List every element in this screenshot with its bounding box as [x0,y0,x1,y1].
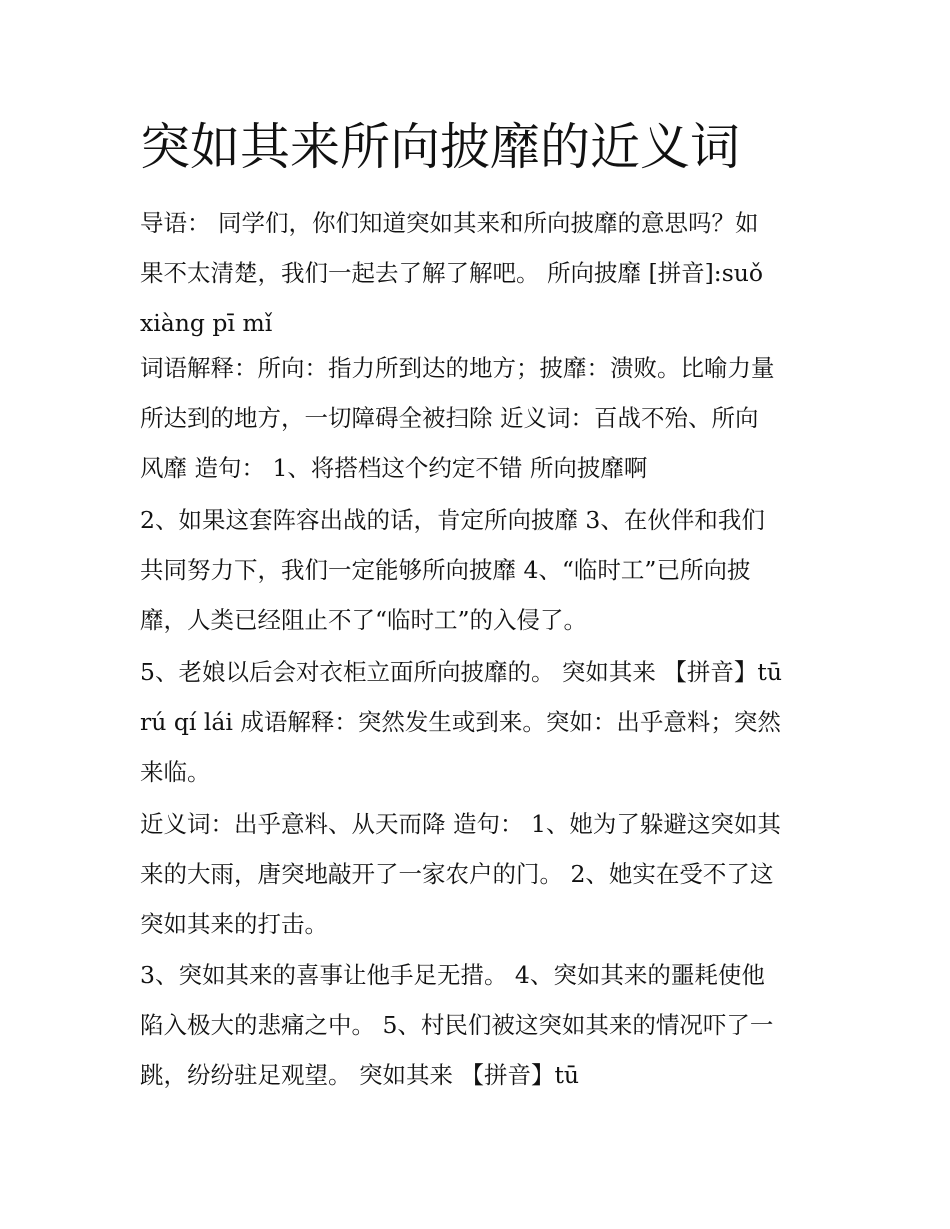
text-line: 3、突如其来的喜事让他手足无措。 4、突如其来的噩耗使他 [140,961,765,989]
paragraph-synonyms-turuqilai [140,799,781,949]
paragraph-examples-suoxiangpimi [140,495,765,645]
text-line: rú qí lái 成语解释：突然发生或到来。突如：出乎意料；突然 [140,708,781,736]
text-line: 5、老娘以后会对衣柜立面所向披靡的。 突如其来 【拼音】tū [140,658,782,686]
text-line: 突如其来的打击。 [140,910,328,938]
document-title: 突如其来所向披靡的近义词 [140,118,740,176]
text-line: 来临。 [140,758,211,786]
paragraph-turuqilai [140,647,782,797]
text-line: 来的大雨，唐突地敲开了一家农户的门。 2、她实在受不了这 [140,860,774,888]
text-line: 导语： 同学们，你们知道突如其来和所向披靡的意思吗？如 [140,209,759,237]
text-line: 跳，纷纷驻足观望。 突如其来 【拼音】tū [140,1061,580,1089]
text-line: 2、如果这套阵容出战的话，肯定所向披靡 3、在伙伴和我们 [140,506,765,534]
paragraph-definition-suoxiangpimi [140,343,775,493]
text-line: 陷入极大的悲痛之中。 5、村民们被这突如其来的情况吓了一 [140,1011,774,1039]
text-line: 所达到的地方，一切障碍全被扫除 近义词：百战不殆、所向 [140,404,759,432]
text-line: 靡，人类已经阻止不了“临时工”的入侵了。 [140,606,588,634]
text-line: 词语解释：所向：指力所到达的地方；披靡：溃败。比喻力量 [140,354,775,382]
paragraph-examples-turuqilai [140,950,773,1100]
text-line: 果不太清楚，我们一起去了解了解吧。 所向披靡 [拼音]:suǒ [140,259,764,287]
text-line: 近义词：出乎意料、从天而降 造句： 1、她为了躲避这突如其 [140,810,781,838]
text-line: xiàng pī mǐ [140,309,273,337]
paragraph-intro [140,198,763,348]
text-line: 风靡 造句： 1、将搭档这个约定不错 所向披靡啊 [140,454,648,482]
text-line: 共同努力下，我们一定能够所向披靡 4、“临时工”已所向披 [140,556,751,584]
